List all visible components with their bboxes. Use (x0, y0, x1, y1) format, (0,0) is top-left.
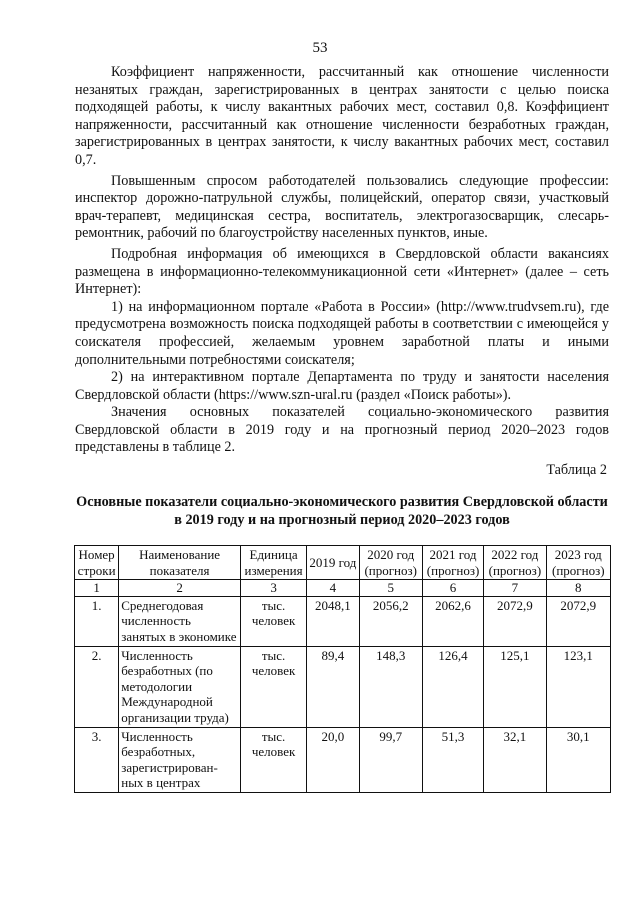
header-2022: 2022 год (прогноз) (484, 546, 546, 580)
header-indicator-name: Наименование показателя (119, 546, 241, 580)
paragraph-tension-coefficient: Коэффициент напряженности, рассчитанный как отношение численности незанятых граждан, зарегистрированных в центрах занятости с целью поиска подходящей работы, к числу вакантных рабочих мест, составил 0,8. Коэффициент напряженности, рассчитанный как отношение численности безработных граждан, зарегистрированных в центрах занятости, к числу вакантных рабочих мест, составил 0,7. (75, 64, 609, 168)
header-2021: 2021 год (прогноз) (422, 546, 483, 580)
value-2020: 2056,2 (359, 596, 422, 646)
value-2020: 148,3 (359, 646, 422, 727)
indicators-table (74, 545, 611, 793)
value-2021: 2062,6 (422, 596, 483, 646)
value-2023: 30,1 (546, 727, 610, 792)
column-number-row (75, 580, 611, 597)
table-row (75, 596, 611, 646)
table-row (75, 646, 611, 727)
column-number: 7 (484, 580, 546, 597)
table-header-row (75, 546, 611, 580)
paragraph-szn-portal: 2) на интерактивном портале Департамента по труду и занятости населения Свердловской области (https://www.szn-ural.ru (раздел «Поиск работы»). (75, 369, 609, 403)
value-2022: 2072,9 (484, 596, 546, 646)
table-row (75, 727, 611, 792)
column-number: 1 (75, 580, 119, 597)
page-number: 53 (312, 40, 328, 56)
column-number: 3 (240, 580, 306, 597)
unit: тыс. человек (240, 646, 306, 727)
indicator-name: Среднегодовая численность занятых в экономике (119, 596, 241, 646)
header-unit: Единица измерения (240, 546, 306, 580)
value-2019: 20,0 (307, 727, 359, 792)
indicator-name: Численность безработных, зарегистрирован-ных в центрах (119, 727, 241, 792)
column-number: 4 (307, 580, 359, 597)
value-2020: 99,7 (359, 727, 422, 792)
header-2023: 2023 год (прогноз) (546, 546, 610, 580)
column-number: 8 (546, 580, 610, 597)
column-number: 5 (359, 580, 422, 597)
paragraph-trudvsem-portal: 1) на информационном портале «Работа в России» (http://www.trudvsem.ru), где предусмотрена возможность поиска подходящей работы в соответствии с имеющейся у соискателя профессией, желаемым уровнем заработной платы и иными дополнительными потребностями соискателя; (75, 298, 609, 368)
row-number: 1. (75, 596, 119, 646)
value-2021: 126,4 (422, 646, 483, 727)
paragraph-demanded-professions: Повышенным спросом работодателей пользовались следующие профессии: инспектор дорожно-патрульной службы, полицейский, оператор связи, участковый врач-терапевт, медицинская сестра, воспитатель, электрогазосварщик, слесарь-ремонтник, рабочий по благоустройству населенных пунктов, иные. (75, 172, 609, 242)
value-2022: 32,1 (484, 727, 546, 792)
column-number: 2 (119, 580, 241, 597)
indicator-name: Численность безработных (по методологии Международной организации труда) (119, 646, 241, 727)
value-2019: 89,4 (307, 646, 359, 727)
column-number: 6 (422, 580, 483, 597)
value-2019: 2048,1 (307, 596, 359, 646)
table-caption: Таблица 2 (546, 462, 607, 478)
paragraph-vacancy-info: Подробная информация об имеющихся в Свердловской области вакансиях размещена в информационно-телекоммуникационной сети «Интернет» (далее – сеть Интернет): (75, 245, 609, 298)
body-text (75, 64, 609, 457)
table-title: Основные показатели социально-экономического развития Свердловской области в 2019 году и на прогнозный период 2020–2023 годов (76, 494, 608, 528)
value-2022: 125,1 (484, 646, 546, 727)
unit: тыс. человек (240, 727, 306, 792)
paragraph-table-intro: Значения основных показателей социально-экономического развития Свердловской области в 2019 году и на прогнозный период 2020–2023 годов представлены в таблице 2. (75, 404, 609, 456)
row-number: 2. (75, 646, 119, 727)
header-row-number: Номер строки (75, 546, 119, 580)
header-2020: 2020 год (прогноз) (359, 546, 422, 580)
unit: тыс. человек (240, 596, 306, 646)
value-2023: 123,1 (546, 646, 610, 727)
row-number: 3. (75, 727, 119, 792)
header-2019: 2019 год (307, 546, 359, 580)
value-2021: 51,3 (422, 727, 483, 792)
value-2023: 2072,9 (546, 596, 610, 646)
